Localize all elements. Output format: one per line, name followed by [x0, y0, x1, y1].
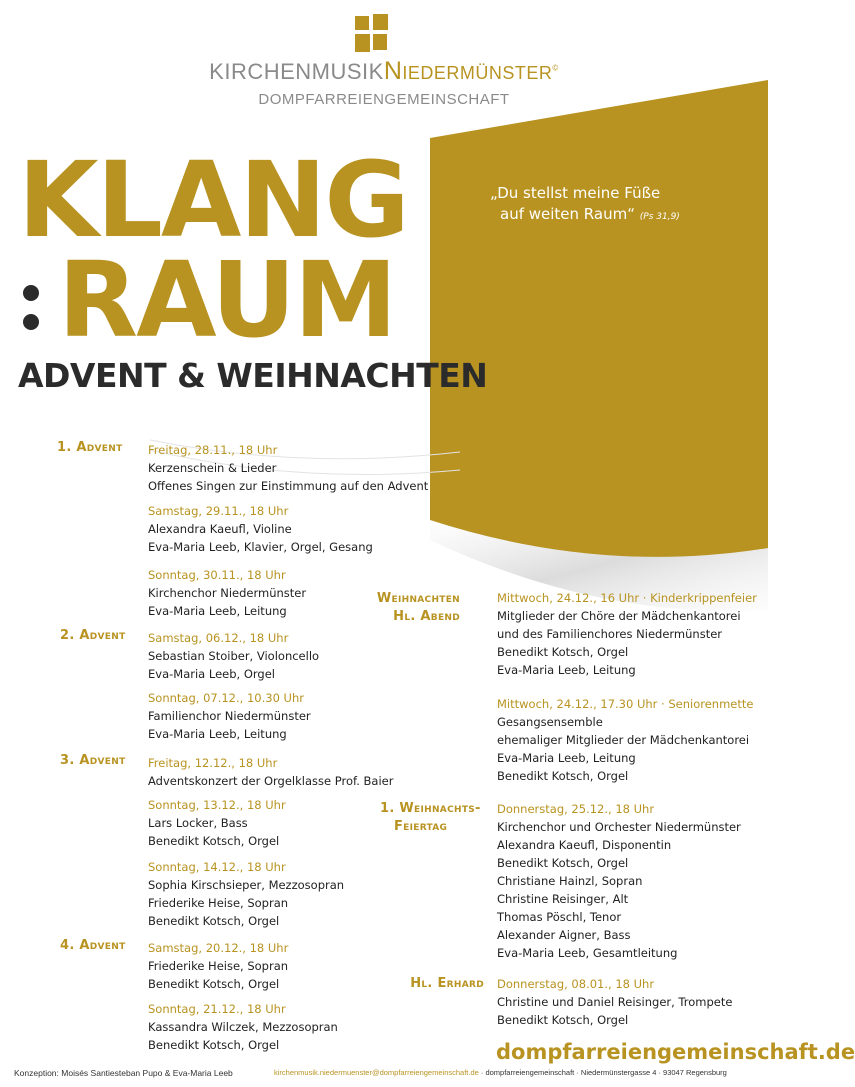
event-line: Lars Locker, Bass [148, 816, 248, 830]
event-line: Kirchenchor Niedermünster [148, 586, 307, 600]
event-date: Sonntag, 21.12., 18 Uhr [148, 1002, 286, 1016]
quote-line1: „Du stellst meine Füße [490, 184, 661, 202]
quote-line2: auf weiten Raum“ [500, 205, 635, 223]
event-date: Mittwoch, 24.12., 17.30 Uhr · Seniorenmette [497, 697, 754, 711]
event-heiligabend-2 [497, 695, 753, 785]
event-erhard-1 [497, 975, 732, 1029]
footer-email[interactable]: kirchenmusik.niedermuenster@dompfarreiengemeinschaft.de [274, 1068, 479, 1077]
brand-subtitle: DOMPFARREIENGEMEINSCHAFT [258, 91, 510, 108]
event-line: Benedikt Kotsch, Orgel [148, 1038, 280, 1052]
event-line: Benedikt Kotsch, Orgel [497, 856, 629, 870]
event-line: Christine und Daniel Reisinger, Trompete [497, 995, 733, 1009]
section-label: Feiertag [394, 819, 448, 834]
event-date: Sonntag, 07.12., 10.30 Uhr [148, 691, 304, 705]
colon-icon [22, 284, 40, 334]
event-line: Eva-Maria Leeb, Leitung [497, 663, 636, 677]
event-line: Kerzenschein & Lieder [148, 461, 277, 475]
event-line: Eva-Maria Leeb, Leitung [148, 727, 287, 741]
event-line: Adventskonzert der Orgelklasse Prof. Baier [148, 774, 394, 788]
event-line: Sebastian Stoiber, Violoncello [148, 649, 320, 663]
event-date: Sonntag, 30.11., 18 Uhr [148, 568, 286, 582]
website-link[interactable]: dompfarreiengemeinschaft.de [496, 1040, 855, 1064]
event-line: Sophia Kirschsieper, Mezzosopran [148, 878, 345, 892]
event-date: Sonntag, 13.12., 18 Uhr [148, 798, 286, 812]
event-advent1-3 [148, 566, 306, 620]
event-line: Eva-Maria Leeb, Klavier, Orgel, Gesang [148, 540, 373, 554]
bible-quote [490, 183, 680, 228]
section-heiligabend [370, 590, 460, 626]
brand-name [0, 57, 768, 86]
event-line: ehemaliger Mitglieder der Mädchenkantorei [497, 733, 750, 747]
event-line: Alexander Aigner, Bass [497, 928, 631, 942]
section-advent2: 2. Advent [60, 628, 126, 643]
event-heiligabend-1 [497, 589, 757, 679]
event-line: Eva-Maria Leeb, Leitung [148, 604, 287, 618]
registered-mark: © [552, 63, 559, 73]
event-advent3-1 [148, 754, 393, 790]
event-line: Friederike Heise, Sopran [148, 896, 289, 910]
title-subtitle: ADVENT & WEIHNACHTEN [18, 356, 488, 395]
event-line: Benedikt Kotsch, Orgel [497, 769, 629, 783]
event-date: Mittwoch, 24.12., 16 Uhr · Kinderkrippenfeier [497, 591, 757, 605]
title-raum: RAUM [58, 239, 396, 361]
title-klang: KLANG [18, 139, 408, 261]
event-line: Mitglieder der Chöre der Mädchenkantorei [497, 609, 741, 623]
event-date: Donnerstag, 25.12., 18 Uhr [497, 802, 655, 816]
footer-address: · dompfarreiengemeinschaft · Niedermünstergasse 4 · 93047 Regensburg [478, 1068, 727, 1077]
event-line: Benedikt Kotsch, Orgel [148, 834, 280, 848]
event-line: Thomas Pöschl, Tenor [497, 910, 622, 924]
section-erhard: Hl. Erhard [410, 976, 484, 991]
quote-ref: (Ps 31,9) [639, 212, 680, 222]
event-advent1-1 [148, 441, 428, 495]
event-advent4-2 [148, 1000, 338, 1054]
event-line: Benedikt Kotsch, Orgel [497, 645, 629, 659]
event-line: Alexandra Kaeufl, Disponentin [497, 838, 672, 852]
section-label: 1. Weihnachts- [380, 801, 481, 816]
event-advent3-3 [148, 858, 344, 930]
footer-concept: Konzeption: Moisés Santiesteban Pupo & Eva-Maria Leeb [14, 1068, 233, 1078]
event-line: Kirchenchor und Orchester Niedermünster [497, 820, 741, 834]
event-line: Benedikt Kotsch, Orgel [497, 1013, 629, 1027]
section-advent1: 1. Advent [57, 440, 123, 455]
event-date: Samstag, 20.12., 18 Uhr [148, 941, 289, 955]
event-line: Friederike Heise, Sopran [148, 959, 289, 973]
event-line: Gesangsensemble [497, 715, 603, 729]
footer-contact [274, 1068, 727, 1077]
event-line: Eva-Maria Leeb, Gesamtleitung [497, 946, 678, 960]
section-advent4: 4. Advent [60, 938, 126, 953]
event-advent4-1 [148, 939, 288, 993]
event-line: Eva-Maria Leeb, Leitung [497, 751, 636, 765]
event-line: und des Familienchores Niedermünster [497, 627, 723, 641]
event-line: Familienchor Niedermünster [148, 709, 311, 723]
cross-logo-icon [352, 14, 392, 54]
event-advent3-2 [148, 796, 286, 850]
event-line: Christiane Hainzl, Sopran [497, 874, 643, 888]
brand-part2: Niedermünster [383, 57, 553, 85]
gold-panel [430, 80, 768, 557]
brand-part1: KIRCHENMUSIK [209, 59, 384, 84]
event-line: Benedikt Kotsch, Orgel [148, 914, 280, 928]
event-date: Freitag, 28.11., 18 Uhr [148, 443, 278, 457]
event-line: Kassandra Wilczek, Mezzosopran [148, 1020, 338, 1034]
event-advent2-2 [148, 689, 311, 743]
event-line: Offenes Singen zur Einstimmung auf den Advent [148, 479, 429, 493]
section-label: Hl. Abend [393, 609, 460, 624]
event-advent2-1 [148, 629, 319, 683]
section-feiertag [380, 800, 481, 836]
event-line: Eva-Maria Leeb, Orgel [148, 667, 275, 681]
event-advent1-2 [148, 502, 373, 556]
event-feiertag-1 [497, 800, 741, 962]
event-date: Sonntag, 14.12., 18 Uhr [148, 860, 286, 874]
section-label: Weihnachten [376, 591, 460, 606]
event-date: Samstag, 29.11., 18 Uhr [148, 504, 289, 518]
event-line: Benedikt Kotsch, Orgel [148, 977, 280, 991]
event-date: Freitag, 12.12., 18 Uhr [148, 756, 278, 770]
event-date: Samstag, 06.12., 18 Uhr [148, 631, 289, 645]
event-date: Donnerstag, 08.01., 18 Uhr [497, 977, 655, 991]
event-line: Christine Reisinger, Alt [497, 892, 629, 906]
event-line: Alexandra Kaeufl, Violine [148, 522, 292, 536]
section-advent3: 3. Advent [60, 753, 126, 768]
